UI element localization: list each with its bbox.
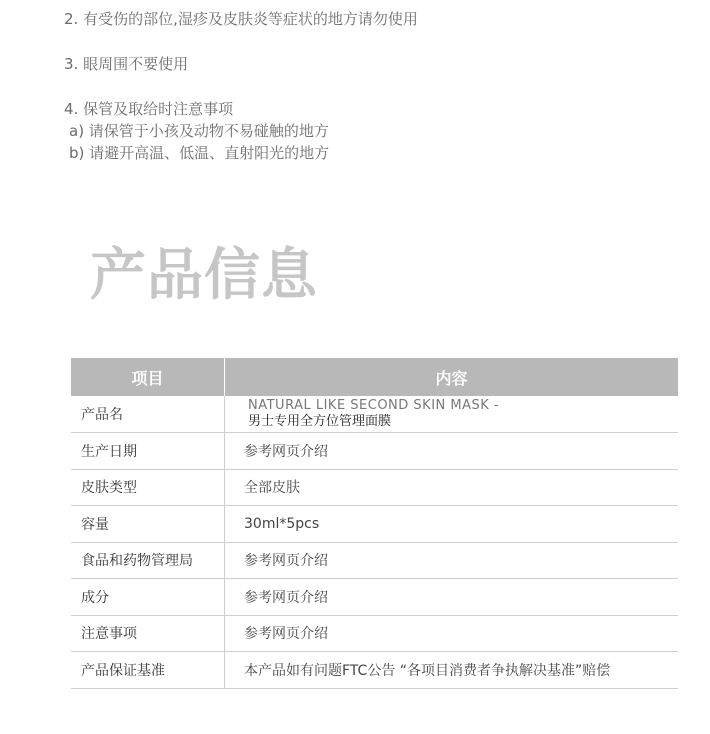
row-value: 参考网页介绍 <box>225 615 679 652</box>
table-header-row <box>71 358 678 396</box>
header-content: 内容 <box>225 358 679 396</box>
row-key: 皮肤类型 <box>71 469 225 506</box>
precautions-list <box>64 8 418 164</box>
row-key: 产品名 <box>71 396 225 433</box>
table-row <box>71 652 678 689</box>
row-key: 容量 <box>71 506 225 543</box>
row-key: 产品保证基准 <box>71 652 225 689</box>
table-row <box>71 469 678 506</box>
table-row <box>71 396 678 433</box>
table-row <box>71 506 678 543</box>
precaution-item-3: 3. 眼周围不要使用 <box>64 55 189 73</box>
row-key: 生产日期 <box>71 433 225 470</box>
precaution-item-4a: a) 请保管于小孩及动物不易碰触的地方 <box>69 122 329 140</box>
section-title: 产品信息 <box>90 243 318 308</box>
table-row <box>71 542 678 579</box>
row-key: 注意事项 <box>71 615 225 652</box>
row-value: 30ml*5pcs <box>225 506 679 543</box>
row-value: 参考网页介绍 <box>225 542 679 579</box>
row-value: 参考网页介绍 <box>225 579 679 616</box>
product-info-table <box>71 358 678 689</box>
row-value: 本产品如有问题FTC公告 “各项目消费者争执解决基准”赔偿 <box>225 652 679 689</box>
row-value: 全部皮肤 <box>225 469 679 506</box>
precaution-item-4: 4. 保管及取给时注意事项 <box>64 100 234 118</box>
row-value: 参考网页介绍 <box>225 433 679 470</box>
header-item: 项目 <box>71 358 225 396</box>
table-row <box>71 615 678 652</box>
table-row <box>71 579 678 616</box>
precaution-item-4b: b) 请避开高温、低温、直射阳光的地方 <box>69 144 330 162</box>
row-key: 成分 <box>71 579 225 616</box>
row-key: 食品和药物管理局 <box>71 542 225 579</box>
precaution-item-2: 2. 有受伤的部位,湿疹及皮肤炎等症状的地方请勿使用 <box>64 10 418 28</box>
table-row <box>71 433 678 470</box>
product-name-en: NATURAL LIKE SECOND SKIN MASK - <box>248 398 500 413</box>
product-name-cn: 男士专用全方位管理面膜 <box>248 414 392 429</box>
row-value <box>225 396 679 433</box>
